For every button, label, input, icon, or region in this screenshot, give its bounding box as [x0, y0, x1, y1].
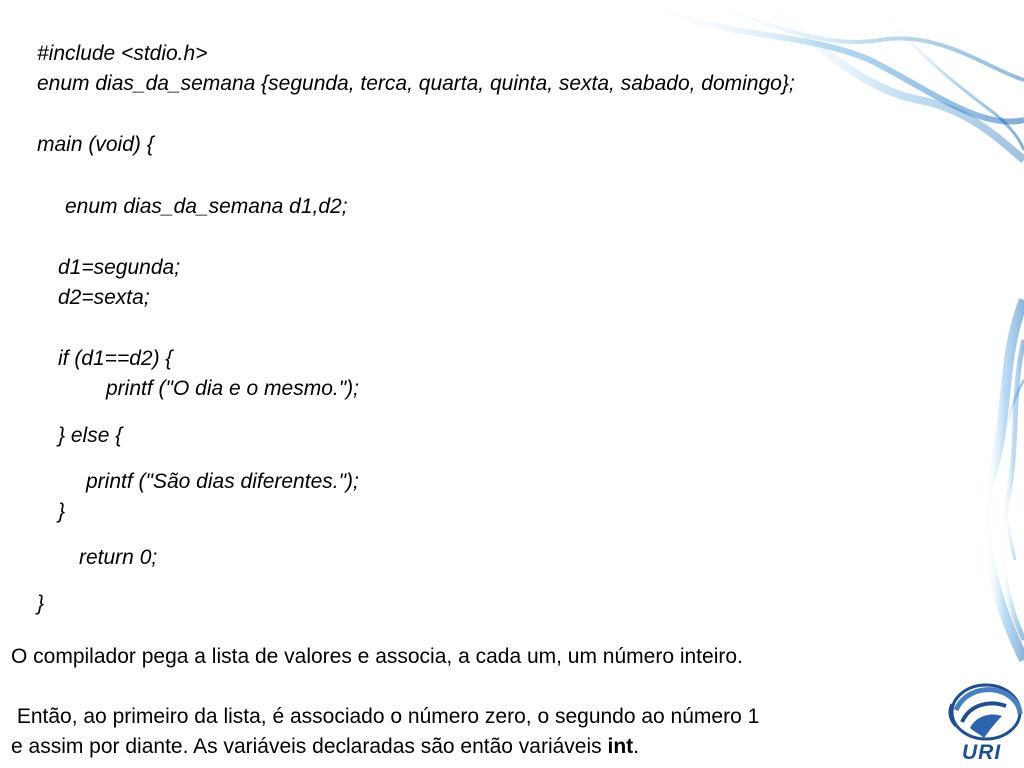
code-line: main (void) { — [37, 133, 154, 156]
explanation-text: e assim por diante. As variáveis declaradas são então variáveis — [11, 735, 608, 758]
explanation-period: . — [633, 735, 639, 758]
code-line: d1=segunda; — [58, 256, 181, 279]
code-line: #include <stdio.h> — [37, 42, 208, 65]
uri-logo-text: URI — [962, 741, 1002, 764]
code-line: } — [37, 592, 45, 615]
int-keyword: int — [607, 735, 634, 758]
code-line: } else { — [58, 424, 123, 447]
code-line: if (d1==d2) { — [58, 347, 173, 370]
code-line: return 0; — [79, 546, 158, 569]
explanation-line-3 — [11, 733, 639, 761]
code-line: enum dias_da_semana d1,d2; — [65, 195, 348, 218]
explanation-line-2: Então, ao primeiro da lista, é associado o número zero, o segundo ao número 1 — [11, 705, 760, 728]
code-line: printf ("O dia e o mesmo."); — [106, 377, 359, 400]
code-line: enum dias_da_semana {segunda, terca, quarta, quinta, sexta, sabado, domingo}; — [37, 72, 795, 95]
explanation-line-1: O compilador pega a lista de valores e associa, a cada um, um número inteiro. — [11, 645, 743, 668]
code-line: d2=sexta; — [58, 286, 150, 309]
code-line: printf ("São dias diferentes."); — [86, 470, 359, 493]
code-line: } — [58, 500, 66, 523]
